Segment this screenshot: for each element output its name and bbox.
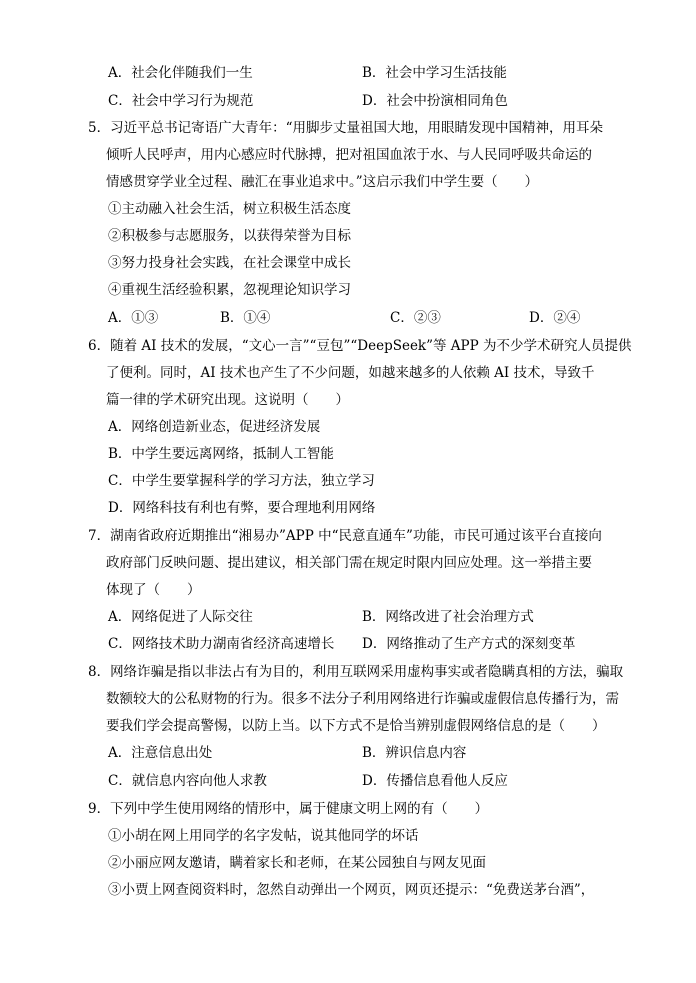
- q8-option-b: B．辨识信息内容: [362, 745, 467, 761]
- q6-option-d: D．网络科技有利也有弊，要合理地利用网络: [108, 500, 376, 516]
- q5-option-d: D．②④: [529, 310, 581, 326]
- q4-option-d: D．社会中扮演相同角色: [362, 93, 508, 109]
- q8-option-a: A．注意信息出处: [108, 745, 213, 761]
- q9-item-3: ③小贾上网查阅资料时，忽然自动弹出一个网页，网页还提示：“免费送茅台酒”，: [108, 882, 595, 898]
- q9-stem-line-1: 9．下列中学生使用网络的情形中，属于健康文明上网的有（ ）: [88, 801, 489, 817]
- q8-stem-line-1: 8．网络诈骗是指以非法占有为目的，利用互联网采用虚构事实或者隐瞒真相的方法，骗取: [88, 664, 624, 680]
- q7-option-b: B．网络改进了社会治理方式: [362, 609, 534, 625]
- q5-option-c: C．②③: [390, 310, 441, 326]
- q5-options-row: [108, 305, 668, 332]
- q4-option-a: A．社会化伴随我们一生: [108, 65, 253, 81]
- q8-option-c: C．就信息内容向他人求教: [108, 773, 267, 789]
- q4-option-b: B．社会中学习生活技能: [362, 65, 507, 81]
- q6-stem-line-3: 篇一律的学术研究出现。这说明（ ）: [106, 392, 349, 408]
- q6-option-a: A．网络创造新业态，促进经济发展: [108, 419, 321, 435]
- q7-option-a: A．网络促进了人际交往: [108, 609, 253, 625]
- q5-option-a: A．①③: [108, 310, 159, 326]
- q8-option-d: D．传播信息看他人反应: [362, 773, 508, 789]
- q5-stem-line-1: 5．习近平总书记寄语广大青年：“用脚步丈量祖国大地，用眼睛发现中国精神，用耳朵: [88, 120, 603, 136]
- q4-option-c: C．社会中学习行为规范: [108, 93, 254, 109]
- q9-item-1: ①小胡在网上用同学的名字发帖，说其他同学的坏话: [108, 828, 419, 844]
- q9-item-2: ②小丽应网友邀请，瞒着家长和老师，在某公园独自与网友见面: [108, 855, 486, 871]
- q8-options-row-2: [108, 768, 668, 795]
- q4-options-row-1: [108, 60, 668, 87]
- q6-stem-line-2: 了便利。同时，AI 技术也产生了不少问题，如越来越多的人依赖 AI 技术，导致千: [106, 365, 595, 381]
- q8-options-row-1: [108, 740, 668, 767]
- q5-stem-line-2: 倾听人民呼声，用内心感应时代脉搏，把对祖国血浓于水、与人民同呼吸共命运的: [106, 147, 592, 163]
- q5-option-b: B．①④: [220, 310, 271, 326]
- q5-item-1: ①主动融入社会生活，树立积极生活态度: [108, 201, 351, 217]
- q7-stem-line-2: 政府部门反映问题、提出建议，相关部门需在规定时限内回应处理。这一举措主要: [106, 555, 592, 571]
- q8-stem-line-3: 要我们学会提高警惕，以防上当。以下方式不是恰当辨别虚假网络信息的是（ ）: [106, 718, 606, 734]
- q6-option-b: B．中学生要远离网络，抵制人工智能: [108, 446, 334, 462]
- q5-item-3: ③努力投身社会实践，在社会课堂中成长: [108, 255, 351, 271]
- q7-stem-line-1: 7．湖南省政府近期推出“湘易办”APP 中“民意直通车”功能，市民可通过该平台直接向: [88, 528, 602, 544]
- q7-stem-line-3: 体现了（ ）: [106, 582, 201, 598]
- q6-stem-line-1: 6．随着 AI 技术的发展，“文心一言”“豆包”“DeepSeek”等 APP 为不少学术研究人员提供: [88, 338, 632, 354]
- q7-options-row-2: [108, 631, 668, 658]
- q5-item-4: ④重视生活经验积累，忽视理论知识学习: [108, 282, 351, 298]
- q7-options-row-1: [108, 604, 668, 631]
- q6-option-c: C．中学生要掌握科学的学习方法，独立学习: [108, 473, 375, 489]
- q8-stem-line-2: 数额较大的公私财物的行为。很多不法分子利用网络进行诈骗或虚假信息传播行为，需: [106, 691, 619, 707]
- q5-item-2: ②积极参与志愿服务，以获得荣誉为目标: [108, 228, 351, 244]
- q4-options-row-2: [108, 88, 668, 115]
- q7-option-c: C．网络技术助力湖南省经济高速增长: [108, 636, 335, 652]
- q7-option-d: D．网络推动了生产方式的深刻变革: [362, 636, 576, 652]
- q5-stem-line-3: 情感贯穿学业全过程、融汇在事业追求中。”这启示我们中学生要（ ）: [106, 174, 539, 190]
